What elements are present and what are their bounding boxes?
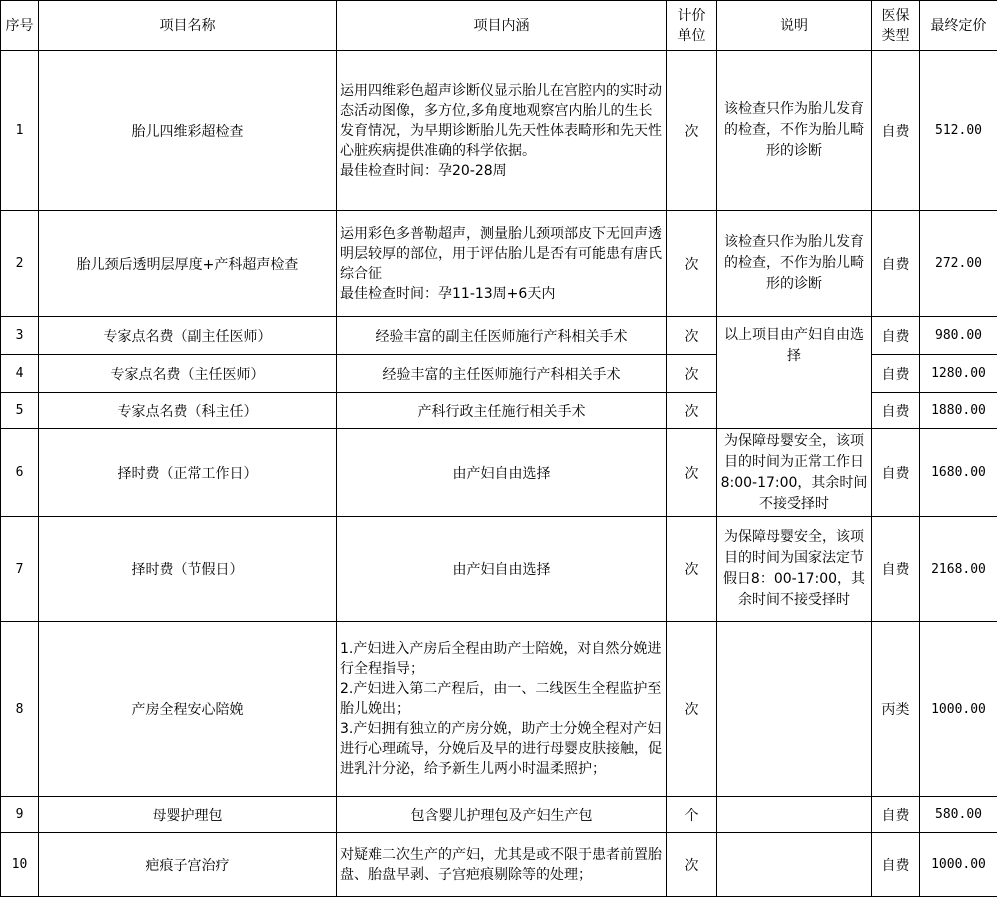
row-price: 1280.00 [920,355,997,393]
header-price: 最终定价 [920,1,997,51]
row-seq: 2 [1,211,39,317]
row-note [717,797,872,833]
row-note [717,833,872,897]
row-name: 专家点名费（副主任医师） [39,317,337,355]
row-insurance: 自费 [872,833,920,897]
table-row [1,317,997,355]
row-seq: 5 [1,393,39,429]
row-note: 该检查只作为胎儿发育的检查，不作为胎儿畸形的诊断 [717,51,872,211]
header-insurance: 医保 类型 [872,1,920,51]
row-note: 为保障母婴安全，该项目的时间为国家法定节假日8：00-17:00，其余时间不接受择时 [717,517,872,622]
row-name: 胎儿四维彩超检查 [39,51,337,211]
row-note: 为保障母婴安全，该项目的时间为正常工作日8:00-17:00，其余时间不接受择时 [717,429,872,517]
row-content: 经验丰富的副主任医师施行产科相关手术 [337,317,667,355]
header-row [1,1,997,51]
table-row [1,51,997,211]
header-note: 说明 [717,1,872,51]
row-price: 1000.00 [920,622,997,797]
table-row [1,622,997,797]
row-unit: 次 [667,51,717,211]
row-price: 580.00 [920,797,997,833]
row-insurance: 自费 [872,51,920,211]
row-price: 980.00 [920,317,997,355]
row-price: 512.00 [920,51,997,211]
table-row [1,429,997,517]
header-name: 项目名称 [39,1,337,51]
row-content: 产科行政主任施行相关手术 [337,393,667,429]
row-price: 272.00 [920,211,997,317]
row-name: 胎儿颈后透明层厚度+产科超声检查 [39,211,337,317]
row-insurance: 自费 [872,211,920,317]
row-content: 由产妇自由选择 [337,517,667,622]
row-seq: 4 [1,355,39,393]
row-price: 1000.00 [920,833,997,897]
row-seq: 8 [1,622,39,797]
row-unit: 次 [667,355,717,393]
row-name: 择时费（正常工作日） [39,429,337,517]
row-unit: 次 [667,429,717,517]
row-price: 1880.00 [920,393,997,429]
row-content: 经验丰富的主任医师施行产科相关手术 [337,355,667,393]
row-content: 1.产妇进入产房后全程由助产士陪娩，对自然分娩进行全程指导； 2.产妇进入第二产程后，由一、二线医生全程监护至胎儿娩出； 3.产妇拥有独立的产房分娩，助产士分娩全程对产妇进行心理疏导，分娩后及早的进行母婴皮肤接触，促进乳汁分泌，给予新生儿两小时温柔照护； [337,622,667,797]
row-insurance: 自费 [872,355,920,393]
header-unit: 计价 单位 [667,1,717,51]
table-row [1,211,997,317]
row-price: 2168.00 [920,517,997,622]
row-unit: 次 [667,317,717,355]
row-name: 专家点名费（科主任） [39,393,337,429]
row-name: 母婴护理包 [39,797,337,833]
row-seq: 6 [1,429,39,517]
header-content: 项目内涵 [337,1,667,51]
row-unit: 次 [667,833,717,897]
row-note: 该检查只作为胎儿发育的检查，不作为胎儿畸形的诊断 [717,211,872,317]
row-note [717,622,872,797]
row-content: 运用彩色多普勒超声，测量胎儿颈项部皮下无回声透明层较厚的部位，用于评估胎儿是否有可能患有唐氏综合征 最佳检查时间：孕11-13周+6天内 [337,211,667,317]
row-price: 1680.00 [920,429,997,517]
row-insurance: 自费 [872,317,920,355]
row-content: 包含婴儿护理包及产妇生产包 [337,797,667,833]
row-seq: 7 [1,517,39,622]
row-unit: 个 [667,797,717,833]
table-row [1,833,997,897]
row-content: 由产妇自由选择 [337,429,667,517]
row-name: 专家点名费（主任医师） [39,355,337,393]
row-insurance: 自费 [872,517,920,622]
table-row [1,517,997,622]
row-name: 疤痕子宫治疗 [39,833,337,897]
table-row [1,797,997,833]
row-content: 运用四维彩色超声诊断仪显示胎儿在宫腔内的实时动态活动图像，多方位,多角度地观察宫内胎儿的生长发育情况，为早期诊断胎儿先天性体表畸形和先天性心脏疾病提供准确的科学依据。 最佳检查时间：孕20-28周 [337,51,667,211]
row-name: 择时费（节假日） [39,517,337,622]
row-insurance: 自费 [872,429,920,517]
row-unit: 次 [667,517,717,622]
row-seq: 10 [1,833,39,897]
merged-note: 以上项目由产妇自由选择 [717,317,872,429]
row-unit: 次 [667,393,717,429]
row-unit: 次 [667,211,717,317]
row-insurance: 自费 [872,393,920,429]
header-seq: 序号 [1,1,39,51]
row-seq: 3 [1,317,39,355]
row-insurance: 自费 [872,797,920,833]
row-seq: 9 [1,797,39,833]
row-insurance: 丙类 [872,622,920,797]
row-name: 产房全程安心陪娩 [39,622,337,797]
row-content: 对疑难二次生产的产妇，尤其是或不限于患者前置胎盘、胎盘早剥、子宫疤痕剔除等的处理； [337,833,667,897]
row-unit: 次 [667,622,717,797]
row-seq: 1 [1,51,39,211]
